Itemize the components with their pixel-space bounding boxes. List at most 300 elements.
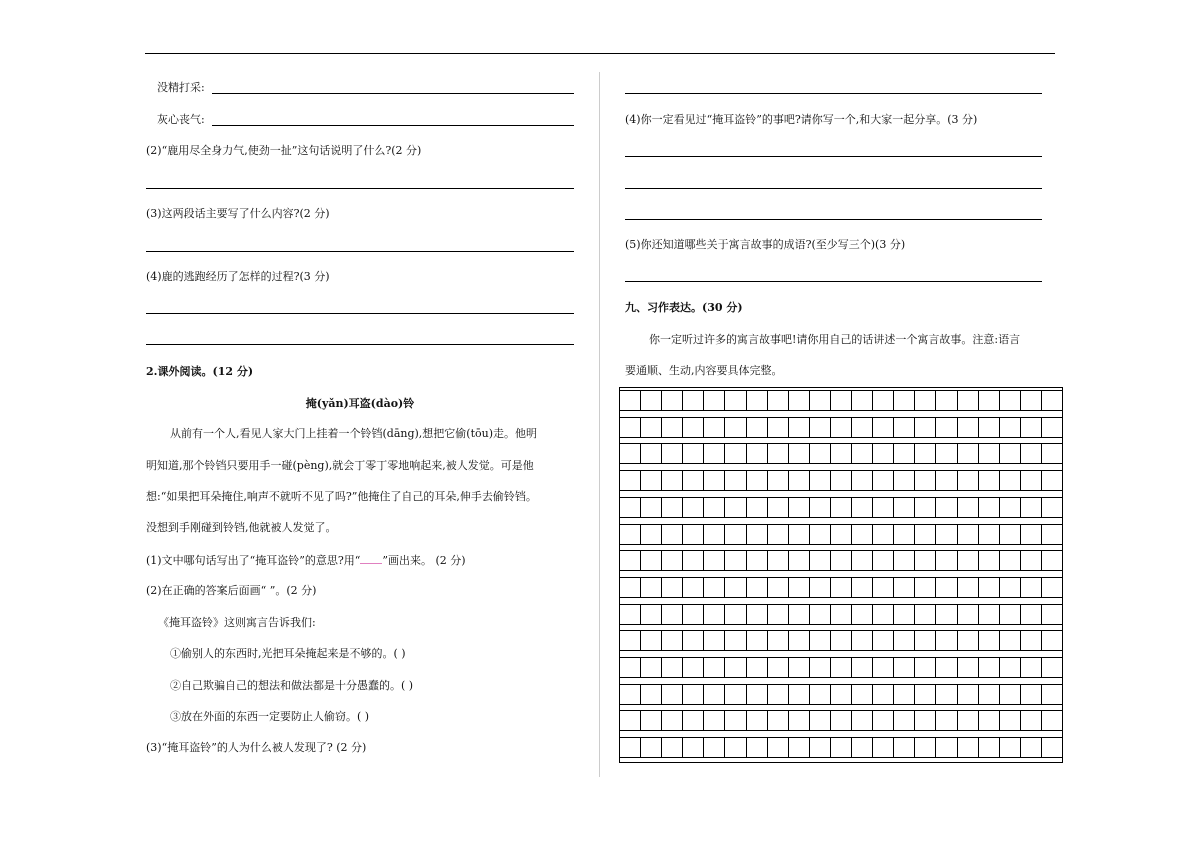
grid-cell[interactable]	[873, 738, 894, 757]
grid-cell[interactable]	[873, 418, 894, 437]
grid-cell[interactable]	[1021, 711, 1042, 730]
grid-cell[interactable]	[958, 605, 979, 624]
grid-cell[interactable]	[662, 631, 683, 650]
grid-cell[interactable]	[894, 471, 915, 490]
grid-cell[interactable]	[662, 578, 683, 597]
grid-cell[interactable]	[789, 605, 810, 624]
grid-cell[interactable]	[704, 471, 725, 490]
grid-cell[interactable]	[873, 444, 894, 463]
grid-cell[interactable]	[915, 578, 936, 597]
grid-cell[interactable]	[1000, 444, 1021, 463]
grid-cell[interactable]	[1042, 605, 1062, 624]
option-2[interactable]: ②自己欺骗自己的想法和做法都是十分愚蠢的。( )	[170, 679, 414, 692]
grid-cell[interactable]	[831, 658, 852, 677]
grid-cell[interactable]	[979, 391, 1000, 410]
grid-cell[interactable]	[683, 391, 704, 410]
grid-cell[interactable]	[620, 738, 641, 757]
grid-cell[interactable]	[641, 578, 662, 597]
grid-cell[interactable]	[810, 738, 831, 757]
grid-cell[interactable]	[620, 685, 641, 704]
grid-cell[interactable]	[852, 391, 873, 410]
grid-cell[interactable]	[725, 391, 746, 410]
grid-cell[interactable]	[725, 418, 746, 437]
grid-cell[interactable]	[704, 685, 725, 704]
grid-cell[interactable]	[1021, 631, 1042, 650]
grid-cell[interactable]	[620, 578, 641, 597]
grid-cell[interactable]	[915, 444, 936, 463]
grid-cell[interactable]	[958, 525, 979, 544]
grid-cell[interactable]	[979, 631, 1000, 650]
grid-cell[interactable]	[979, 525, 1000, 544]
grid-cell[interactable]	[873, 498, 894, 517]
grid-cell[interactable]	[958, 578, 979, 597]
grid-cell[interactable]	[810, 525, 831, 544]
grid-cell[interactable]	[683, 605, 704, 624]
grid-cell[interactable]	[747, 685, 768, 704]
grid-cell[interactable]	[641, 658, 662, 677]
grid-cell[interactable]	[662, 498, 683, 517]
grid-cell[interactable]	[915, 738, 936, 757]
grid-cell[interactable]	[936, 605, 957, 624]
grid-cell[interactable]	[1000, 418, 1021, 437]
grid-cell[interactable]	[894, 738, 915, 757]
grid-cell[interactable]	[768, 418, 789, 437]
grid-cell[interactable]	[747, 578, 768, 597]
option-1[interactable]: ①偷别人的东西时,光把耳朵掩起来是不够的。( )	[170, 647, 406, 660]
grid-cell[interactable]	[958, 685, 979, 704]
grid-cell[interactable]	[704, 578, 725, 597]
grid-cell[interactable]	[894, 578, 915, 597]
grid-cell[interactable]	[894, 498, 915, 517]
grid-cell[interactable]	[789, 738, 810, 757]
grid-cell[interactable]	[915, 711, 936, 730]
grid-cell[interactable]	[725, 711, 746, 730]
grid-cell[interactable]	[936, 498, 957, 517]
grid-cell[interactable]	[1042, 631, 1062, 650]
grid-cell[interactable]	[747, 525, 768, 544]
grid-cell[interactable]	[936, 551, 957, 570]
grid-cell[interactable]	[725, 525, 746, 544]
grid-cell[interactable]	[936, 418, 957, 437]
grid-cell[interactable]	[979, 578, 1000, 597]
grid-cell[interactable]	[641, 711, 662, 730]
grid-cell[interactable]	[936, 738, 957, 757]
grid-cell[interactable]	[852, 444, 873, 463]
grid-cell[interactable]	[789, 658, 810, 677]
grid-cell[interactable]	[683, 658, 704, 677]
grid-cell[interactable]	[936, 711, 957, 730]
grid-cell[interactable]	[894, 444, 915, 463]
grid-cell[interactable]	[768, 711, 789, 730]
grid-cell[interactable]	[1000, 471, 1021, 490]
grid-cell[interactable]	[1021, 418, 1042, 437]
grid-cell[interactable]	[704, 391, 725, 410]
grid-cell[interactable]	[725, 551, 746, 570]
grid-cell[interactable]	[704, 551, 725, 570]
answer-line[interactable]	[146, 344, 574, 345]
grid-cell[interactable]	[810, 444, 831, 463]
grid-cell[interactable]	[1042, 685, 1062, 704]
grid-cell[interactable]	[1042, 471, 1062, 490]
grid-cell[interactable]	[704, 444, 725, 463]
grid-cell[interactable]	[725, 738, 746, 757]
grid-cell[interactable]	[831, 444, 852, 463]
grid-cell[interactable]	[641, 391, 662, 410]
answer-line[interactable]	[146, 188, 574, 189]
grid-cell[interactable]	[1021, 658, 1042, 677]
grid-cell[interactable]	[1000, 658, 1021, 677]
option-3[interactable]: ③放在外面的东西一定要防止人偷窃。( )	[170, 710, 370, 723]
grid-cell[interactable]	[894, 418, 915, 437]
answer-line[interactable]	[146, 251, 574, 252]
answer-line[interactable]	[625, 156, 1042, 157]
grid-cell[interactable]	[915, 391, 936, 410]
grid-cell[interactable]	[894, 685, 915, 704]
grid-cell[interactable]	[747, 551, 768, 570]
grid-cell[interactable]	[936, 391, 957, 410]
grid-cell[interactable]	[768, 738, 789, 757]
grid-cell[interactable]	[1021, 738, 1042, 757]
grid-cell[interactable]	[704, 658, 725, 677]
grid-cell[interactable]	[1000, 578, 1021, 597]
grid-cell[interactable]	[725, 658, 746, 677]
grid-cell[interactable]	[958, 711, 979, 730]
grid-cell[interactable]	[747, 658, 768, 677]
grid-cell[interactable]	[873, 631, 894, 650]
grid-cell[interactable]	[979, 444, 1000, 463]
grid-cell[interactable]	[662, 391, 683, 410]
grid-cell[interactable]	[1000, 631, 1021, 650]
grid-cell[interactable]	[915, 551, 936, 570]
grid-cell[interactable]	[873, 391, 894, 410]
grid-cell[interactable]	[873, 685, 894, 704]
grid-cell[interactable]	[768, 391, 789, 410]
grid-cell[interactable]	[831, 738, 852, 757]
grid-cell[interactable]	[915, 525, 936, 544]
grid-cell[interactable]	[747, 631, 768, 650]
grid-cell[interactable]	[936, 685, 957, 704]
grid-cell[interactable]	[704, 711, 725, 730]
grid-cell[interactable]	[1042, 498, 1062, 517]
answer-line[interactable]	[625, 281, 1042, 282]
grid-cell[interactable]	[1042, 418, 1062, 437]
grid-cell[interactable]	[852, 418, 873, 437]
grid-cell[interactable]	[641, 738, 662, 757]
grid-cell[interactable]	[747, 391, 768, 410]
grid-cell[interactable]	[704, 631, 725, 650]
grid-cell[interactable]	[915, 605, 936, 624]
grid-cell[interactable]	[683, 551, 704, 570]
grid-cell[interactable]	[1000, 711, 1021, 730]
answer-line[interactable]	[625, 93, 1042, 94]
grid-cell[interactable]	[662, 551, 683, 570]
grid-cell[interactable]	[852, 711, 873, 730]
grid-cell[interactable]	[620, 444, 641, 463]
grid-cell[interactable]	[810, 471, 831, 490]
grid-cell[interactable]	[620, 605, 641, 624]
grid-cell[interactable]	[725, 605, 746, 624]
grid-cell[interactable]	[915, 658, 936, 677]
grid-cell[interactable]	[683, 418, 704, 437]
grid-cell[interactable]	[831, 471, 852, 490]
grid-cell[interactable]	[620, 658, 641, 677]
grid-cell[interactable]	[641, 418, 662, 437]
grid-cell[interactable]	[915, 418, 936, 437]
grid-cell[interactable]	[683, 498, 704, 517]
grid-cell[interactable]	[810, 391, 831, 410]
grid-cell[interactable]	[936, 525, 957, 544]
grid-cell[interactable]	[1042, 525, 1062, 544]
grid-cell[interactable]	[789, 498, 810, 517]
grid-cell[interactable]	[831, 418, 852, 437]
grid-cell[interactable]	[936, 444, 957, 463]
grid-cell[interactable]	[620, 631, 641, 650]
grid-cell[interactable]	[662, 444, 683, 463]
grid-cell[interactable]	[873, 605, 894, 624]
composition-grid[interactable]	[619, 387, 1063, 763]
grid-cell[interactable]	[620, 418, 641, 437]
grid-cell[interactable]	[831, 525, 852, 544]
grid-cell[interactable]	[852, 605, 873, 624]
grid-cell[interactable]	[747, 605, 768, 624]
grid-cell[interactable]	[1042, 444, 1062, 463]
grid-cell[interactable]	[873, 578, 894, 597]
grid-cell[interactable]	[894, 525, 915, 544]
grid-cell[interactable]	[768, 631, 789, 650]
grid-cell[interactable]	[641, 525, 662, 544]
grid-cell[interactable]	[1042, 578, 1062, 597]
grid-cell[interactable]	[915, 471, 936, 490]
grid-cell[interactable]	[620, 551, 641, 570]
grid-cell[interactable]	[894, 658, 915, 677]
grid-cell[interactable]	[1000, 391, 1021, 410]
grid-cell[interactable]	[810, 605, 831, 624]
grid-cell[interactable]	[620, 391, 641, 410]
grid-cell[interactable]	[958, 658, 979, 677]
grid-cell[interactable]	[915, 498, 936, 517]
grid-cell[interactable]	[873, 525, 894, 544]
grid-cell[interactable]	[979, 738, 1000, 757]
grid-cell[interactable]	[958, 391, 979, 410]
grid-cell[interactable]	[768, 578, 789, 597]
grid-cell[interactable]	[1021, 498, 1042, 517]
grid-cell[interactable]	[641, 685, 662, 704]
grid-cell[interactable]	[620, 711, 641, 730]
grid-cell[interactable]	[852, 631, 873, 650]
grid-cell[interactable]	[958, 471, 979, 490]
grid-cell[interactable]	[1000, 685, 1021, 704]
grid-cell[interactable]	[810, 685, 831, 704]
grid-cell[interactable]	[789, 578, 810, 597]
grid-cell[interactable]	[725, 685, 746, 704]
grid-cell[interactable]	[958, 738, 979, 757]
grid-cell[interactable]	[852, 685, 873, 704]
grid-cell[interactable]	[725, 471, 746, 490]
grid-cell[interactable]	[662, 738, 683, 757]
grid-cell[interactable]	[662, 658, 683, 677]
grid-cell[interactable]	[704, 418, 725, 437]
grid-cell[interactable]	[979, 711, 1000, 730]
grid-cell[interactable]	[979, 605, 1000, 624]
grid-cell[interactable]	[894, 391, 915, 410]
grid-cell[interactable]	[725, 444, 746, 463]
grid-cell[interactable]	[747, 738, 768, 757]
grid-cell[interactable]	[662, 685, 683, 704]
grid-cell[interactable]	[662, 605, 683, 624]
grid-cell[interactable]	[768, 471, 789, 490]
grid-cell[interactable]	[831, 391, 852, 410]
grid-cell[interactable]	[852, 578, 873, 597]
grid-cell[interactable]	[725, 498, 746, 517]
grid-cell[interactable]	[768, 551, 789, 570]
grid-cell[interactable]	[810, 711, 831, 730]
grid-cell[interactable]	[768, 525, 789, 544]
grid-cell[interactable]	[1021, 605, 1042, 624]
grid-cell[interactable]	[958, 551, 979, 570]
grid-cell[interactable]	[852, 551, 873, 570]
grid-cell[interactable]	[641, 471, 662, 490]
grid-cell[interactable]	[768, 658, 789, 677]
grid-cell[interactable]	[704, 738, 725, 757]
grid-cell[interactable]	[873, 551, 894, 570]
grid-cell[interactable]	[831, 685, 852, 704]
grid-cell[interactable]	[1021, 551, 1042, 570]
grid-cell[interactable]	[662, 525, 683, 544]
grid-cell[interactable]	[789, 471, 810, 490]
grid-cell[interactable]	[915, 631, 936, 650]
grid-cell[interactable]	[641, 631, 662, 650]
grid-cell[interactable]	[704, 498, 725, 517]
answer-line[interactable]	[625, 219, 1042, 220]
grid-cell[interactable]	[789, 525, 810, 544]
grid-cell[interactable]	[683, 738, 704, 757]
grid-cell[interactable]	[1000, 551, 1021, 570]
grid-cell[interactable]	[810, 418, 831, 437]
grid-cell[interactable]	[831, 605, 852, 624]
grid-cell[interactable]	[958, 444, 979, 463]
grid-cell[interactable]	[620, 498, 641, 517]
grid-cell[interactable]	[979, 471, 1000, 490]
grid-cell[interactable]	[725, 578, 746, 597]
grid-cell[interactable]	[894, 711, 915, 730]
grid-cell[interactable]	[641, 498, 662, 517]
answer-line[interactable]	[625, 188, 1042, 189]
grid-cell[interactable]	[936, 658, 957, 677]
grid-cell[interactable]	[979, 551, 1000, 570]
grid-cell[interactable]	[683, 631, 704, 650]
grid-cell[interactable]	[683, 685, 704, 704]
grid-cell[interactable]	[873, 711, 894, 730]
grid-cell[interactable]	[1021, 685, 1042, 704]
grid-cell[interactable]	[831, 578, 852, 597]
grid-cell[interactable]	[958, 418, 979, 437]
grid-cell[interactable]	[1021, 471, 1042, 490]
grid-cell[interactable]	[789, 551, 810, 570]
grid-cell[interactable]	[873, 658, 894, 677]
grid-cell[interactable]	[852, 525, 873, 544]
grid-cell[interactable]	[958, 498, 979, 517]
grid-cell[interactable]	[662, 711, 683, 730]
grid-cell[interactable]	[979, 418, 1000, 437]
grid-cell[interactable]	[915, 685, 936, 704]
grid-cell[interactable]	[852, 498, 873, 517]
grid-cell[interactable]	[1000, 738, 1021, 757]
grid-cell[interactable]	[768, 444, 789, 463]
grid-cell[interactable]	[894, 605, 915, 624]
grid-cell[interactable]	[683, 471, 704, 490]
grid-cell[interactable]	[810, 578, 831, 597]
grid-cell[interactable]	[831, 631, 852, 650]
grid-cell[interactable]	[747, 711, 768, 730]
grid-cell[interactable]	[1042, 711, 1062, 730]
grid-cell[interactable]	[683, 578, 704, 597]
grid-cell[interactable]	[979, 685, 1000, 704]
grid-cell[interactable]	[810, 498, 831, 517]
grid-cell[interactable]	[747, 418, 768, 437]
grid-cell[interactable]	[683, 711, 704, 730]
grid-cell[interactable]	[1000, 605, 1021, 624]
grid-cell[interactable]	[1000, 525, 1021, 544]
grid-cell[interactable]	[789, 391, 810, 410]
grid-cell[interactable]	[768, 605, 789, 624]
grid-cell[interactable]	[979, 658, 1000, 677]
grid-cell[interactable]	[1000, 498, 1021, 517]
grid-cell[interactable]	[641, 444, 662, 463]
grid-cell[interactable]	[1042, 658, 1062, 677]
grid-cell[interactable]	[683, 525, 704, 544]
grid-cell[interactable]	[1042, 551, 1062, 570]
grid-cell[interactable]	[620, 525, 641, 544]
grid-cell[interactable]	[747, 444, 768, 463]
grid-cell[interactable]	[810, 631, 831, 650]
grid-cell[interactable]	[683, 444, 704, 463]
grid-cell[interactable]	[852, 738, 873, 757]
grid-cell[interactable]	[831, 551, 852, 570]
grid-cell[interactable]	[1021, 391, 1042, 410]
grid-cell[interactable]	[789, 631, 810, 650]
grid-cell[interactable]	[810, 658, 831, 677]
grid-cell[interactable]	[747, 471, 768, 490]
grid-cell[interactable]	[936, 578, 957, 597]
grid-cell[interactable]	[704, 605, 725, 624]
grid-cell[interactable]	[725, 631, 746, 650]
grid-cell[interactable]	[768, 498, 789, 517]
grid-cell[interactable]	[1021, 525, 1042, 544]
grid-cell[interactable]	[789, 711, 810, 730]
grid-cell[interactable]	[936, 471, 957, 490]
grid-cell[interactable]	[831, 711, 852, 730]
grid-cell[interactable]	[810, 551, 831, 570]
grid-cell[interactable]	[662, 418, 683, 437]
grid-cell[interactable]	[641, 605, 662, 624]
grid-cell[interactable]	[789, 444, 810, 463]
grid-cell[interactable]	[1042, 738, 1062, 757]
grid-cell[interactable]	[1042, 391, 1062, 410]
grid-cell[interactable]	[873, 471, 894, 490]
grid-cell[interactable]	[958, 631, 979, 650]
grid-cell[interactable]	[979, 498, 1000, 517]
meijingdacai-answer-line[interactable]	[212, 93, 574, 94]
grid-cell[interactable]	[894, 631, 915, 650]
grid-cell[interactable]	[747, 498, 768, 517]
grid-cell[interactable]	[789, 418, 810, 437]
grid-cell[interactable]	[1021, 578, 1042, 597]
grid-cell[interactable]	[768, 685, 789, 704]
grid-cell[interactable]	[894, 551, 915, 570]
grid-cell[interactable]	[1021, 444, 1042, 463]
grid-cell[interactable]	[852, 471, 873, 490]
grid-cell[interactable]	[936, 631, 957, 650]
